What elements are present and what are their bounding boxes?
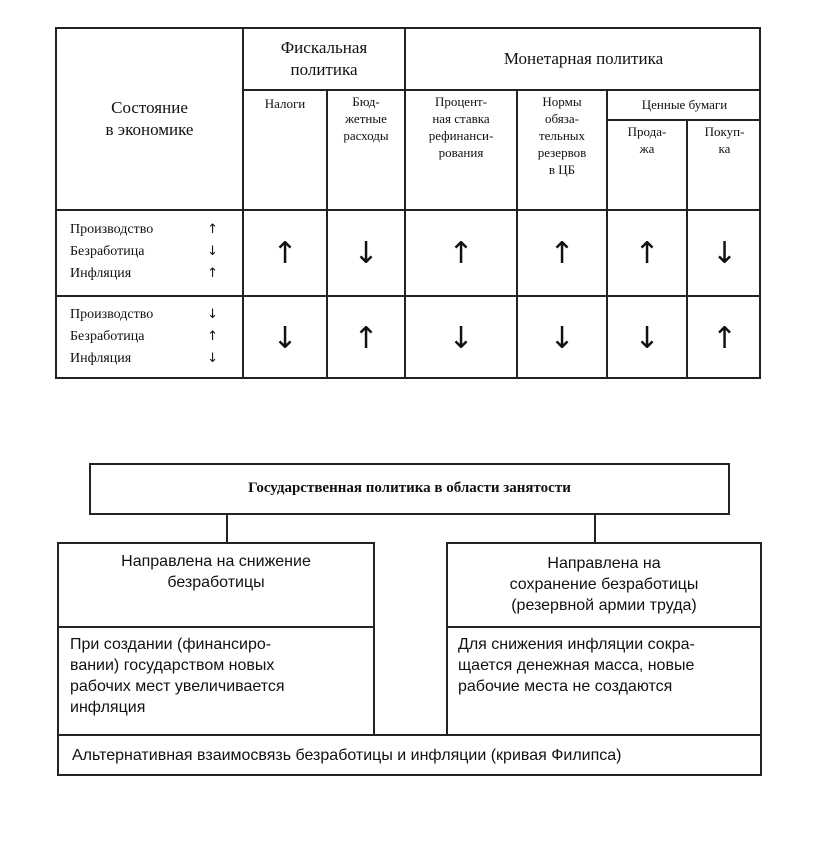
- connector-line: [226, 515, 228, 542]
- row-1-purchase-arrow-icon: ↓: [711, 235, 738, 271]
- row-2-state: [70, 304, 218, 370]
- indicator-arrow-icon: ↓: [207, 351, 218, 366]
- row-1-rate-arrow-icon: ↑: [448, 235, 474, 271]
- indicator-row: [70, 219, 218, 241]
- indicator-arrow-icon: ↓: [207, 307, 218, 322]
- indicator-arrow-icon: ↑: [207, 222, 218, 237]
- left-heading: Направлена на снижение безработицы: [121, 553, 311, 591]
- indicator-label: Инфляция: [70, 266, 132, 281]
- row-2-purchase-arrow-icon: ↑: [711, 320, 738, 356]
- diagram-title: Государственная политика в области занятости: [248, 480, 571, 497]
- footer-text: Альтернативная взаимосвязь безработицы и инфляции (кривая Филипса): [72, 747, 622, 764]
- row-1-state: [70, 219, 218, 285]
- row-1-budget-arrow-icon: ↓: [353, 235, 379, 271]
- header-reserves: Нормы обяза- тельных резервов в ЦБ: [537, 94, 587, 177]
- indicator-arrow-icon: ↑: [207, 266, 218, 281]
- right-heading: Направлена на сохранение безработицы (резервной армии труда): [509, 554, 699, 614]
- header-rate: Процент- ная ставка рефинанси- рования: [428, 94, 494, 160]
- row-2-rate-arrow-icon: ↓: [448, 320, 474, 356]
- grid-line: [606, 119, 761, 121]
- indicator-label: Безработица: [70, 244, 145, 259]
- row-1-reserves-arrow-icon: ↑: [549, 235, 575, 271]
- header-budget: Бюд- жетные расходы: [343, 94, 389, 143]
- indicator-row: [70, 348, 218, 370]
- header-sale: Прода- жа: [627, 124, 667, 156]
- header-taxes: Налоги: [264, 95, 306, 111]
- indicator-label: Производство: [70, 307, 154, 322]
- row-2-reserves-arrow-icon: ↓: [549, 320, 575, 356]
- right-text: Для снижения инфляции сокра- щается денежная масса, новые рабочие места не создаются: [458, 636, 695, 695]
- header-securities: Ценные бумаги: [641, 96, 728, 112]
- row-1-taxes-arrow-icon: ↑: [272, 235, 298, 271]
- row-1-sale-arrow-icon: ↑: [634, 235, 660, 271]
- header-purchase: Покуп- ка: [704, 124, 745, 156]
- indicator-label: Инфляция: [70, 351, 132, 366]
- indicator-row: [70, 241, 218, 263]
- indicator-label: Безработица: [70, 329, 145, 344]
- connector-line: [594, 515, 596, 542]
- row-2-budget-arrow-icon: ↑: [353, 320, 379, 356]
- indicator-label: Производство: [70, 222, 154, 237]
- header-monetary: Монетарная политика: [503, 48, 664, 68]
- left-text: При создании (финансиро- вании) государством новых рабочих мест увеличивается инфляция: [70, 636, 285, 716]
- header-fiscal: Фискальная политика: [280, 37, 368, 79]
- indicator-arrow-icon: ↓: [207, 244, 218, 259]
- indicator-row: [70, 326, 218, 348]
- indicator-arrow-icon: ↑: [207, 329, 218, 344]
- row-2-sale-arrow-icon: ↓: [634, 320, 660, 356]
- indicator-row: [70, 263, 218, 285]
- indicator-row: [70, 304, 218, 326]
- row-2-taxes-arrow-icon: ↓: [272, 320, 298, 356]
- header-state: Состояние в экономике: [105, 97, 194, 139]
